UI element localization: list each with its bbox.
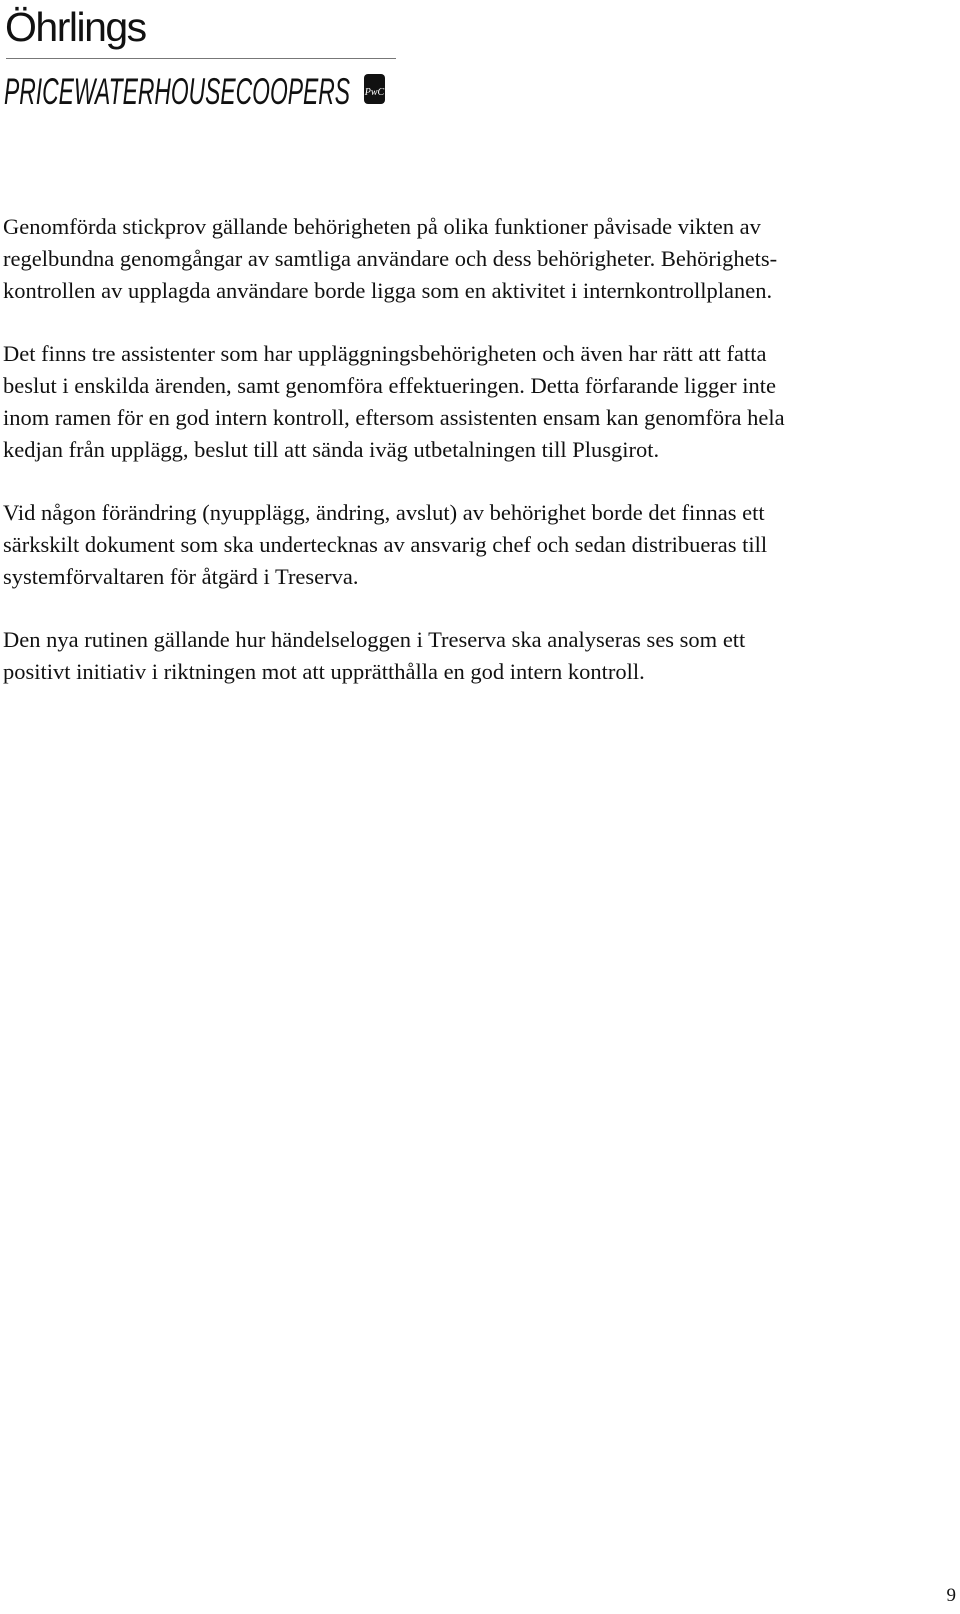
pwc-seal-icon (364, 74, 385, 104)
document-body (3, 211, 938, 720)
pwc-seal-monogram: PwC (364, 87, 385, 98)
paragraph-forandring-behorighet: Vid någon förändring (nyupplägg, ändring, avslut) av behörighet borde det finnas ett särkskilt dokument som ska undertecknas av ansvarig chef och sedan distribueras till systemförvaltaren för åtgärd i Treserva. (3, 500, 768, 589)
page-number: 9 (946, 1585, 956, 1606)
letterhead (0, 0, 400, 125)
brand-wordmark: PRICEWATERHOUSECOOPERS (4, 71, 351, 112)
paragraph-behorighet-stickprov: Genomförda stickprov gällande behörigheten på olika funktioner påvisade vikten av regelbundna genomgångar av samtliga användare och dess behörigheter. Behörighets- kontrollen av upplagda användare borde ligga som en aktivitet i internkontrollplanen. (3, 214, 778, 303)
paragraph-handelselogg: Den nya rutinen gällande hur händelseloggen i Treserva ska analyseras ses som ett positivt initiativ i riktningen mot att upprätthålla en god intern kontroll. (3, 627, 746, 685)
company-name: Öhrlings (5, 4, 146, 50)
letterhead-divider (6, 58, 396, 59)
paragraph-assistenter: Det finns tre assistenter som har uppläggningsbehörigheten och även har rätt att fatta beslut i enskilda ärenden, samt genomföra effektueringen. Detta förfarande ligger inte inom ramen för en god intern kontroll, eftersom assistenten ensam kan genomföra hela kedjan från upplägg, beslut till att sända iväg utbetalningen till Plusgirot. (3, 341, 785, 462)
pricewaterhousecoopers-logo (0, 64, 400, 124)
